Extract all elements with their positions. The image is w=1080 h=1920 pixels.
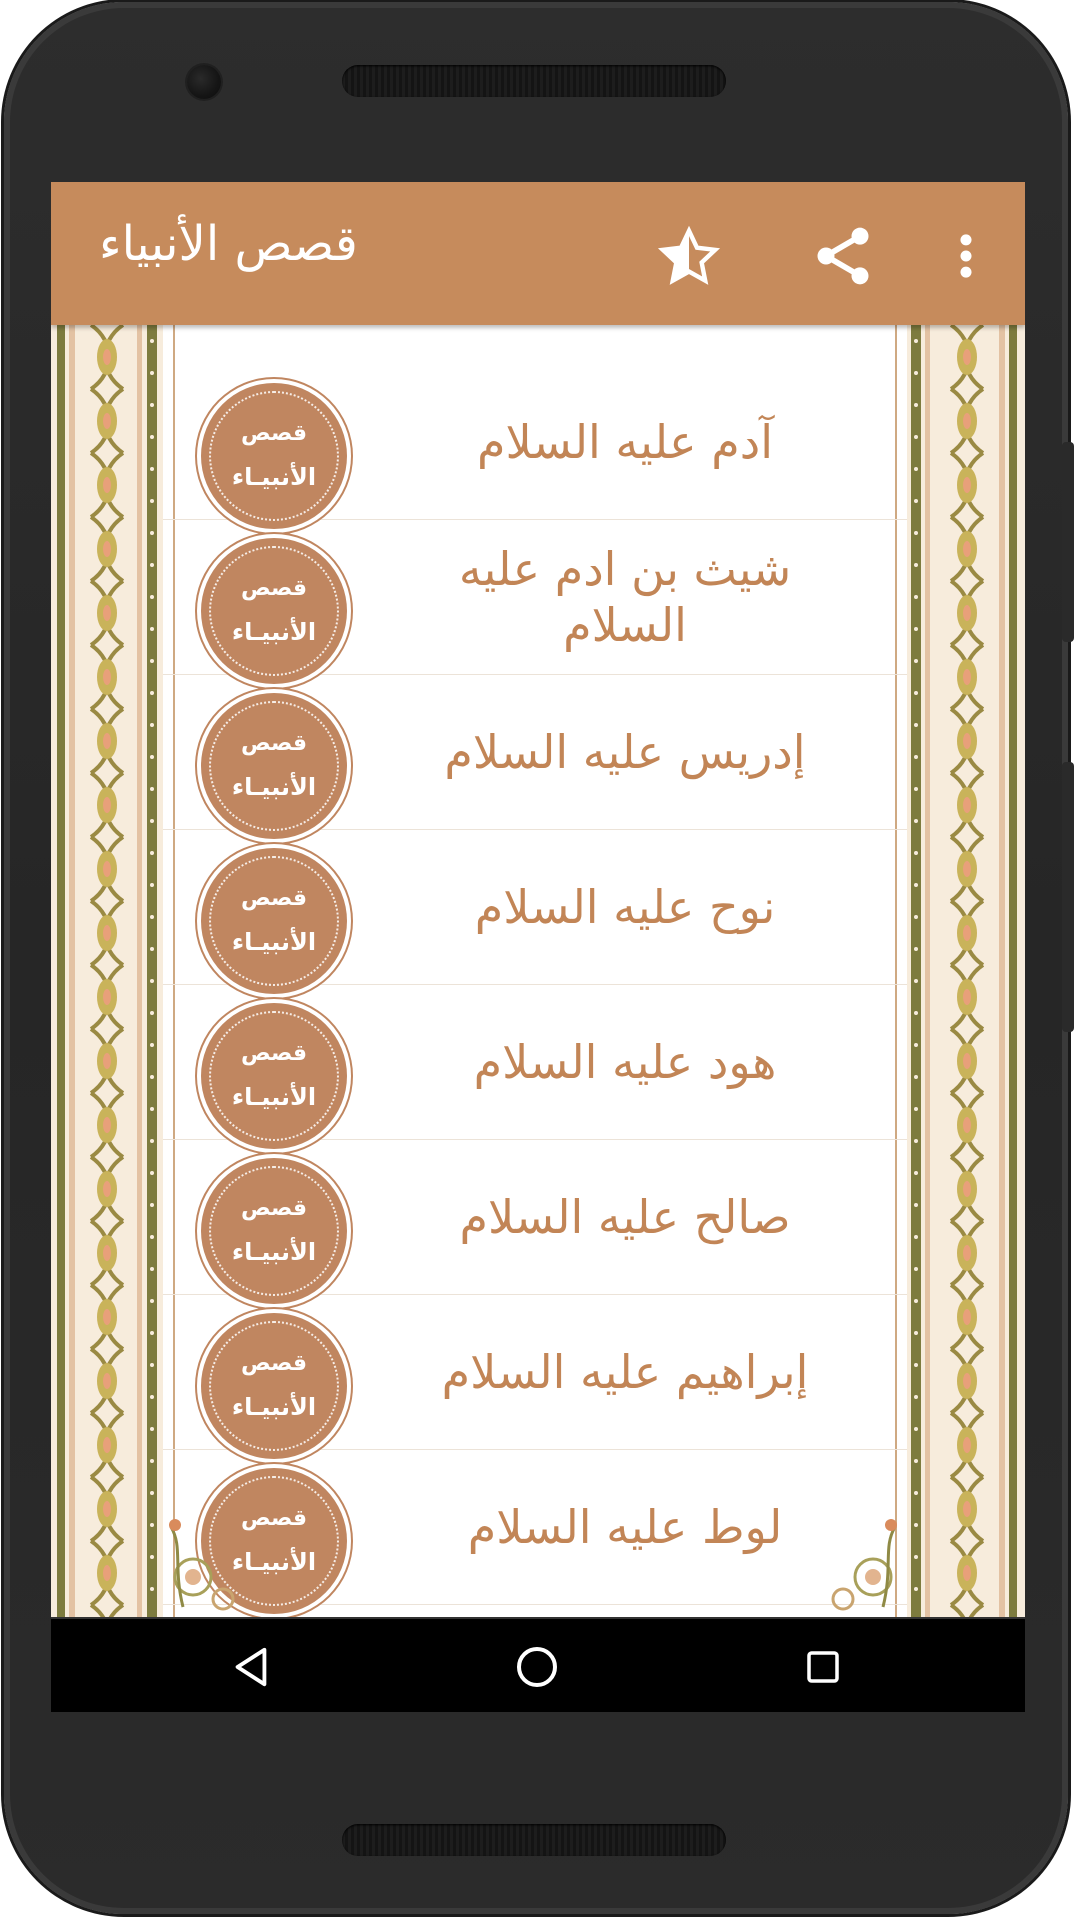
list-item-title: شيث بن ادم عليه السلام (458, 542, 792, 652)
content-area[interactable] (51, 325, 1025, 1617)
list-item[interactable] (163, 985, 907, 1140)
list-item[interactable] (163, 1605, 907, 1617)
book-badge-icon: قصص الأنبيـاء (201, 383, 347, 529)
prophets-list (163, 365, 907, 1617)
more-vert-icon[interactable] (951, 226, 981, 286)
list-item[interactable] (163, 830, 907, 985)
list-item-title: لوط عليه السلام (467, 1500, 783, 1554)
power-button (1062, 762, 1074, 1032)
book-badge-icon: قصص الأنبيـاء (201, 1003, 347, 1149)
list-item[interactable] (163, 365, 907, 520)
book-badge-icon: قصص الأنبيـاء (201, 538, 347, 684)
list-item-title: نوح عليه السلام (474, 880, 776, 934)
book-badge-icon: قصص الأنبيـاء (201, 1158, 347, 1304)
system-nav-bar (51, 1617, 1025, 1712)
recents-icon[interactable] (791, 1637, 855, 1697)
share-icon[interactable] (803, 218, 883, 294)
phone-frame (4, 2, 1068, 1914)
list-item[interactable] (163, 520, 907, 675)
list-item-title: إبراهيم عليه السلام (441, 1345, 809, 1399)
ornament-border-left (51, 325, 163, 1617)
book-badge-icon: قصص الأنبيـاء (201, 848, 347, 994)
volume-button (1062, 442, 1074, 642)
floral-corner-right (813, 1507, 903, 1617)
app-title: قصص الأنبياء (99, 216, 358, 272)
list-item[interactable] (163, 1295, 907, 1450)
book-badge-icon: قصص الأنبيـاء (201, 693, 347, 839)
book-badge-icon: قصص الأنبيـاء (201, 1468, 347, 1614)
front-camera (187, 65, 221, 99)
ornament-border-right (907, 325, 1025, 1617)
list-item[interactable] (163, 675, 907, 830)
list-item-title: هود عليه السلام (473, 1035, 777, 1089)
list-item[interactable] (163, 1140, 907, 1295)
earpiece-speaker (342, 65, 726, 97)
list-item-title: صالح عليه السلام (459, 1190, 791, 1244)
list-item[interactable] (163, 1450, 907, 1605)
home-icon[interactable] (505, 1637, 569, 1697)
back-icon[interactable] (219, 1637, 283, 1697)
floral-corner-left (163, 1507, 253, 1617)
list-item-title: إدريس عليه السلام (444, 725, 806, 779)
bottom-speaker (342, 1824, 726, 1856)
app-bar (51, 182, 1025, 325)
prophets-list-panel (163, 325, 907, 1617)
book-badge-icon: قصص الأنبيـاء (201, 1313, 347, 1459)
screen (51, 182, 1025, 1712)
list-item-title: آدم عليه السلام (477, 415, 773, 469)
star-half-icon[interactable] (649, 222, 729, 292)
